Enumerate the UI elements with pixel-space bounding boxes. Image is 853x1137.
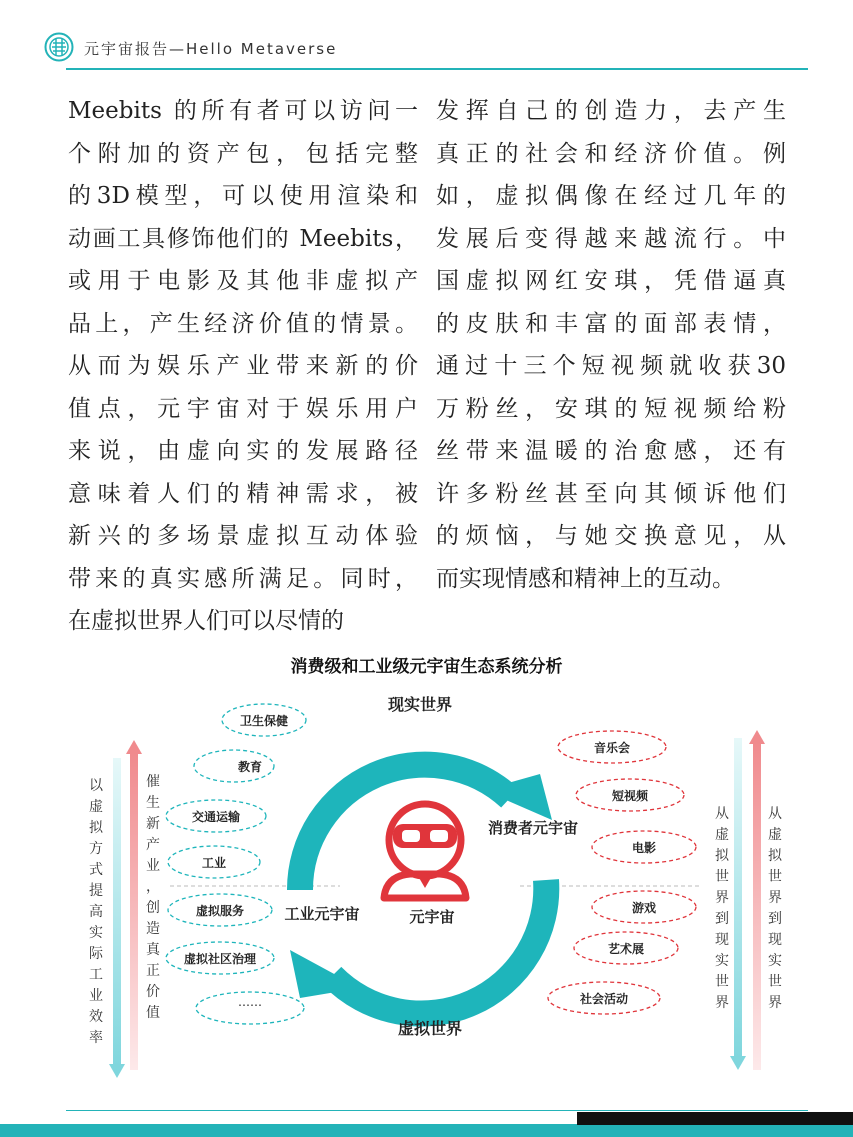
text-line: 从而为娱乐产业带来新的价 [68,353,418,379]
text-line: 的3D模型，可以使用渲染和 [68,183,418,209]
footer-accent-bar [577,1112,853,1125]
svg-text:音乐会: 音乐会 [593,741,631,755]
text-line: 在虚拟世界人们可以尽情的 [68,608,344,634]
text-line: 值点，元宇宙对于娱乐用户 [68,395,418,422]
real-world-label: 现实世界 [387,695,453,714]
svg-text:工业: 工业 [201,856,227,870]
text-line: 意味着人们的精神需求，被 [68,480,418,507]
svg-text:交通运输: 交通运输 [191,810,241,824]
text-line: 国虚拟网红安琪，凭借逼真 [436,268,786,294]
consumer-bubble [574,932,678,964]
body-text-right-column [436,90,786,600]
right-outer-arrow [749,730,765,1070]
metaverse-label: 元宇宙 [409,908,455,926]
consumer-bubble [592,831,696,863]
text-line: 发挥自己的创造力，去产生 [436,98,786,124]
svg-text:短视频: 短视频 [611,789,649,803]
svg-text:艺术展: 艺术展 [607,942,645,956]
text-line: 通过十三个短视频就收获30 [436,353,786,379]
svg-text:……: …… [238,995,262,1009]
consumer-bubble [576,779,684,811]
text-line: 动画工具修饰他们的 Meebits， [68,225,418,252]
footer-bar [0,1124,853,1137]
right-outer-text: 从虚拟世界到现实世界 [768,806,782,1011]
text-line: 或用于电影及其他非虚拟产 [68,268,418,294]
svg-text:虚拟社区治理: 虚拟社区治理 [183,952,257,966]
text-line: 的皮肤和丰富的面部表情， [436,310,786,337]
left-inner-arrow [126,740,142,1070]
industrial-bubble [166,942,274,974]
virtual-world-label: 虚拟世界 [397,1019,463,1038]
svg-text:社会活动: 社会活动 [579,992,629,1006]
svg-text:教育: 教育 [237,760,263,774]
text-line: 而实现情感和精神上的互动。 [436,565,735,592]
text-line: 带来的真实感所满足。同时， [68,565,418,592]
vr-person-icon [384,804,466,898]
industrial-bubble [222,704,306,736]
left-outer-text: 以虚拟方式提高实际工业效率 [89,778,103,1046]
text-line: 新兴的多场景虚拟互动体验 [68,523,418,549]
industrial-bubble [168,894,272,926]
industrial-bubble [196,992,304,1024]
text-line: 丝带来温暖的治愈感，还有 [436,438,786,464]
svg-text:卫生保健: 卫生保健 [239,714,289,728]
text-line: 来说，由虚向实的发展路径 [68,438,418,464]
consumer-bubble [558,731,666,763]
svg-text:游戏: 游戏 [631,901,657,915]
header-divider [66,68,808,70]
figure-title: 消费级和工业级元宇宙生态系统分析 [290,657,563,677]
industrial-bubble [168,846,260,878]
text-line: 如，虚拟偶像在经过几年的 [436,183,786,209]
text-line: 万粉丝，安琪的短视频给粉 [436,395,786,422]
consumer-bubble [592,891,696,923]
header-title: 元宇宙报告—Hello Metaverse [84,40,338,58]
text-line: 真正的社会和经济价值。例 [436,140,786,167]
ecosystem-diagram [0,680,853,1110]
right-inner-arrow [730,738,746,1070]
globe-grid-icon [44,32,74,62]
text-line: 许多粉丝甚至向其倾诉他们 [436,480,786,507]
text-line: 的烦恼，与她交换意见，从 [436,523,786,549]
text-line: 品上，产生经济价值的情景。 [68,310,418,337]
left-inner-text: 催生新产业，创造真正价值 [146,774,160,1021]
body-text-left-column [68,90,418,643]
page-header [0,0,853,72]
text-line: 个附加的资产包，包括完整 [68,140,418,167]
consumer-metaverse-label: 消费者元宇宙 [487,819,579,837]
consumer-bubble [548,982,660,1014]
industrial-metaverse-label: 工业元宇宙 [284,905,360,923]
left-outer-arrow [109,758,125,1078]
industrial-bubble [194,750,274,782]
right-inner-text: 从虚拟世界到现实世界 [715,806,729,1011]
svg-text:虚拟服务: 虚拟服务 [195,904,245,918]
text-line: 发展后变得越来越流行。中 [436,225,786,252]
svg-text:电影: 电影 [631,841,657,855]
industrial-bubble [166,800,266,832]
footer-divider [66,1110,808,1111]
text-line: Meebits 的所有者可以访问一 [68,98,418,124]
